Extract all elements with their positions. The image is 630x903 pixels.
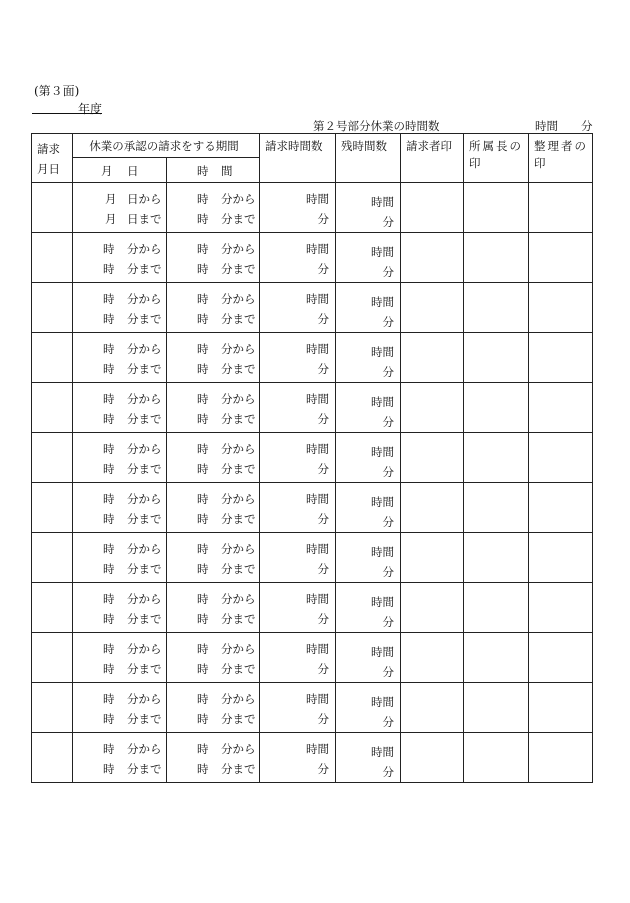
request-date-cell[interactable] (32, 183, 73, 233)
end-hour-label: 時 (197, 762, 209, 776)
start-minute-label: 分から (221, 442, 256, 456)
request-date-cell[interactable] (32, 483, 73, 533)
request-hours-cell[interactable] (260, 533, 336, 583)
request-hours-unit: 時間 (306, 742, 329, 756)
request-hours-unit: 時間 (306, 692, 329, 706)
time-range-cell[interactable] (167, 633, 260, 683)
administrator-seal-cell[interactable] (529, 533, 593, 583)
remaining-hours-cell[interactable] (336, 333, 401, 383)
remaining-minutes-unit: 分 (382, 415, 394, 429)
start-minute-label: 分から (221, 742, 256, 756)
date-range-cell[interactable] (73, 283, 167, 333)
end-month-label: 月 (105, 212, 117, 226)
date-range-cell[interactable] (73, 683, 167, 733)
remaining-minutes-unit: 分 (382, 715, 394, 729)
start-minute-label: 分から (221, 342, 256, 356)
requester-seal-cell[interactable] (401, 733, 464, 783)
summary-hours-label: 時間 (535, 119, 558, 133)
requester-seal-cell[interactable] (401, 483, 464, 533)
remaining-minutes-unit: 分 (382, 465, 394, 479)
start-hour-label: 時 (103, 492, 115, 506)
end-hour-label: 時 (197, 512, 209, 526)
end-minute-label: 分まで (221, 612, 256, 626)
start-hour-label: 時 (103, 242, 115, 256)
remaining-hours-unit: 時間 (371, 645, 394, 659)
start-minute-label: 分から (221, 392, 256, 406)
summary-minutes-label: 分 (581, 119, 593, 133)
start-minute-label: 分から (127, 292, 162, 306)
end-minute-label: 分まで (221, 462, 256, 476)
end-hour-label: 時 (197, 312, 209, 326)
remaining-minutes-unit: 分 (382, 265, 394, 279)
request-hours-unit: 時間 (306, 242, 329, 256)
remaining-minutes-unit: 分 (382, 615, 394, 629)
request-hours-unit: 時間 (306, 442, 329, 456)
request-minutes-unit: 分 (317, 312, 329, 326)
request-hours-cell[interactable] (260, 183, 336, 233)
table-row (32, 383, 593, 433)
end-hour-label: 時 (197, 362, 209, 376)
administrator-seal-cell[interactable] (529, 683, 593, 733)
administrator-seal-cell[interactable] (529, 433, 593, 483)
request-date-cell[interactable] (32, 333, 73, 383)
remaining-hours-cell[interactable] (336, 733, 401, 783)
fiscal-year-label: 年度 (78, 102, 103, 116)
request-date-cell[interactable] (32, 383, 73, 433)
director-seal-cell[interactable] (464, 183, 529, 233)
request-minutes-unit: 分 (317, 412, 329, 426)
end-minute-label: 分まで (127, 762, 162, 776)
time-range-cell[interactable] (167, 333, 260, 383)
request-hours-unit: 時間 (306, 192, 329, 206)
end-minute-label: 分まで (221, 262, 256, 276)
remaining-hours-cell[interactable] (336, 633, 401, 683)
start-hour-label: 時 (197, 242, 209, 256)
remaining-hours-cell[interactable] (336, 533, 401, 583)
end-minute-label: 分まで (127, 362, 162, 376)
header-director-seal: 所属長の印 (464, 134, 529, 183)
start-hour-label: 時 (103, 342, 115, 356)
end-hour-label: 時 (103, 312, 115, 326)
remaining-hours-unit: 時間 (371, 445, 394, 459)
header-period: 休業の承認の請求をする期間 (73, 134, 260, 158)
table-row (32, 183, 593, 233)
end-hour-label: 時 (197, 462, 209, 476)
start-hour-label: 時 (197, 692, 209, 706)
start-hour-label: 時 (197, 192, 209, 206)
fiscal-year-field[interactable] (32, 100, 102, 114)
start-hour-label: 時 (197, 342, 209, 356)
director-seal-cell[interactable] (464, 433, 529, 483)
remaining-hours-cell[interactable] (336, 183, 401, 233)
start-hour-label: 時 (197, 492, 209, 506)
end-hour-label: 時 (103, 262, 115, 276)
director-seal-cell[interactable] (464, 383, 529, 433)
director-seal-cell[interactable] (464, 733, 529, 783)
table-row (32, 683, 593, 733)
request-hours-cell[interactable] (260, 733, 336, 783)
time-range-cell[interactable] (167, 433, 260, 483)
start-minute-label: 分から (221, 242, 256, 256)
date-range-cell[interactable] (73, 233, 167, 283)
end-minute-label: 分まで (127, 512, 162, 526)
remaining-hours-cell[interactable] (336, 683, 401, 733)
request-date-cell[interactable] (32, 283, 73, 333)
end-hour-label: 時 (197, 712, 209, 726)
requester-seal-cell[interactable] (401, 583, 464, 633)
end-hour-label: 時 (103, 762, 115, 776)
table-row (32, 533, 593, 583)
request-hours-unit: 時間 (306, 392, 329, 406)
end-minute-label: 分まで (127, 462, 162, 476)
time-range-cell[interactable] (167, 383, 260, 433)
request-hours-cell[interactable] (260, 583, 336, 633)
end-minute-label: 分まで (127, 562, 162, 576)
request-hours-cell[interactable] (260, 633, 336, 683)
remaining-minutes-unit: 分 (382, 315, 394, 329)
start-hour-label: 時 (103, 692, 115, 706)
start-day-label: 日から (127, 192, 162, 206)
director-seal-cell[interactable] (464, 283, 529, 333)
remaining-hours-cell[interactable] (336, 483, 401, 533)
requester-seal-cell[interactable] (401, 233, 464, 283)
table-row (32, 633, 593, 683)
table-row (32, 433, 593, 483)
table-row (32, 733, 593, 783)
request-hours-cell[interactable] (260, 433, 336, 483)
start-minute-label: 分から (221, 492, 256, 506)
remaining-minutes-unit: 分 (382, 515, 394, 529)
start-minute-label: 分から (127, 642, 162, 656)
time-range-cell[interactable] (167, 733, 260, 783)
date-range-cell[interactable] (73, 183, 167, 233)
remaining-hours-cell[interactable] (336, 383, 401, 433)
end-hour-label: 時 (103, 662, 115, 676)
end-hour-label: 時 (103, 362, 115, 376)
remaining-hours-unit: 時間 (371, 695, 394, 709)
end-hour-label: 時 (103, 612, 115, 626)
table-row (32, 283, 593, 333)
request-minutes-unit: 分 (317, 612, 329, 626)
remaining-hours-cell[interactable] (336, 233, 401, 283)
administrator-seal-cell[interactable] (529, 233, 593, 283)
end-minute-label: 分まで (221, 362, 256, 376)
start-minute-label: 分から (221, 592, 256, 606)
start-minute-label: 分から (127, 592, 162, 606)
end-hour-label: 時 (103, 712, 115, 726)
end-minute-label: 分まで (221, 562, 256, 576)
director-seal-cell[interactable] (464, 533, 529, 583)
start-hour-label: 時 (197, 742, 209, 756)
leave-record-table (31, 133, 593, 783)
time-range-cell[interactable] (167, 483, 260, 533)
start-hour-label: 時 (197, 642, 209, 656)
remaining-hours-unit: 時間 (371, 495, 394, 509)
end-minute-label: 分まで (127, 412, 162, 426)
remaining-hours-cell[interactable] (336, 433, 401, 483)
requester-seal-cell[interactable] (401, 333, 464, 383)
administrator-seal-cell[interactable] (529, 483, 593, 533)
start-hour-label: 時 (103, 442, 115, 456)
start-hour-label: 時 (197, 542, 209, 556)
end-minute-label: 分まで (221, 212, 256, 226)
start-minute-label: 分から (221, 692, 256, 706)
date-range-cell[interactable] (73, 483, 167, 533)
end-hour-label: 時 (197, 662, 209, 676)
time-range-cell[interactable] (167, 683, 260, 733)
request-hours-unit: 時間 (306, 542, 329, 556)
start-hour-label: 時 (197, 592, 209, 606)
start-hour-label: 時 (103, 542, 115, 556)
end-hour-label: 時 (103, 412, 115, 426)
start-hour-label: 時 (103, 742, 115, 756)
request-minutes-unit: 分 (317, 562, 329, 576)
remaining-hours-unit: 時間 (371, 345, 394, 359)
start-hour-label: 時 (197, 442, 209, 456)
remaining-hours-unit: 時間 (371, 545, 394, 559)
end-hour-label: 時 (197, 612, 209, 626)
start-minute-label: 分から (221, 642, 256, 656)
requester-seal-cell[interactable] (401, 533, 464, 583)
table-row (32, 483, 593, 533)
end-hour-label: 時 (103, 512, 115, 526)
start-minute-label: 分から (127, 492, 162, 506)
request-hours-cell[interactable] (260, 233, 336, 283)
requester-seal-cell[interactable] (401, 183, 464, 233)
requester-seal-cell[interactable] (401, 433, 464, 483)
request-date-cell[interactable] (32, 533, 73, 583)
remaining-hours-cell[interactable] (336, 283, 401, 333)
request-date-cell[interactable] (32, 733, 73, 783)
start-hour-label: 時 (103, 642, 115, 656)
start-hour-label: 時 (103, 292, 115, 306)
end-hour-label: 時 (103, 462, 115, 476)
request-hours-unit: 時間 (306, 292, 329, 306)
requester-seal-cell[interactable] (401, 283, 464, 333)
request-date-cell[interactable] (32, 583, 73, 633)
director-seal-cell[interactable] (464, 683, 529, 733)
end-hour-label: 時 (197, 212, 209, 226)
end-minute-label: 分まで (221, 662, 256, 676)
header-requester-seal: 請求者印 (401, 134, 464, 183)
start-minute-label: 分から (127, 442, 162, 456)
remaining-hours-unit: 時間 (371, 195, 394, 209)
administrator-seal-cell[interactable] (529, 183, 593, 233)
end-minute-label: 分まで (221, 512, 256, 526)
date-range-cell[interactable] (73, 633, 167, 683)
director-seal-cell[interactable] (464, 233, 529, 283)
request-date-cell[interactable] (32, 633, 73, 683)
end-minute-label: 分まで (127, 312, 162, 326)
administrator-seal-cell[interactable] (529, 583, 593, 633)
request-date-cell[interactable] (32, 433, 73, 483)
end-minute-label: 分まで (127, 612, 162, 626)
end-hour-label: 時 (103, 562, 115, 576)
remaining-hours-cell[interactable] (336, 583, 401, 633)
request-hours-cell[interactable] (260, 333, 336, 383)
end-minute-label: 分まで (127, 262, 162, 276)
start-minute-label: 分から (221, 192, 256, 206)
end-day-label: 日まで (127, 212, 162, 226)
remaining-hours-unit: 時間 (371, 595, 394, 609)
end-hour-label: 時 (197, 262, 209, 276)
page-label: (第３面) (34, 84, 80, 98)
request-date-cell[interactable] (32, 683, 73, 733)
start-minute-label: 分から (127, 742, 162, 756)
summary-title: 第２号部分休業の時間数 (313, 119, 440, 133)
remaining-minutes-unit: 分 (382, 765, 394, 779)
time-range-cell[interactable] (167, 183, 260, 233)
request-date-cell[interactable] (32, 233, 73, 283)
remaining-minutes-unit: 分 (382, 565, 394, 579)
end-minute-label: 分まで (221, 762, 256, 776)
date-range-cell[interactable] (73, 433, 167, 483)
start-hour-label: 時 (103, 392, 115, 406)
request-minutes-unit: 分 (317, 662, 329, 676)
header-request-hours: 請求時間数 (260, 134, 336, 183)
remaining-minutes-unit: 分 (382, 665, 394, 679)
table-row (32, 333, 593, 383)
header-remaining-hours: 残時間数 (336, 134, 401, 183)
remaining-hours-unit: 時間 (371, 745, 394, 759)
request-minutes-unit: 分 (317, 762, 329, 776)
request-hours-cell[interactable] (260, 483, 336, 533)
requester-seal-cell[interactable] (401, 633, 464, 683)
request-hours-unit: 時間 (306, 642, 329, 656)
request-minutes-unit: 分 (317, 212, 329, 226)
end-minute-label: 分まで (221, 712, 256, 726)
administrator-seal-cell[interactable] (529, 383, 593, 433)
date-range-cell[interactable] (73, 733, 167, 783)
header-request-date: 請求月日 (32, 134, 73, 183)
end-minute-label: 分まで (127, 662, 162, 676)
start-minute-label: 分から (221, 292, 256, 306)
start-minute-label: 分から (221, 542, 256, 556)
start-minute-label: 分から (127, 242, 162, 256)
remaining-hours-unit: 時間 (371, 395, 394, 409)
end-minute-label: 分まで (127, 712, 162, 726)
table-row (32, 583, 593, 633)
request-hours-cell[interactable] (260, 283, 336, 333)
request-hours-unit: 時間 (306, 592, 329, 606)
date-range-cell[interactable] (73, 333, 167, 383)
start-hour-label: 時 (103, 592, 115, 606)
request-minutes-unit: 分 (317, 462, 329, 476)
header-month-day: 月 日 (73, 158, 167, 183)
administrator-seal-cell[interactable] (529, 733, 593, 783)
remaining-hours-unit: 時間 (371, 245, 394, 259)
request-minutes-unit: 分 (317, 262, 329, 276)
request-minutes-unit: 分 (317, 712, 329, 726)
start-minute-label: 分から (127, 392, 162, 406)
request-hours-unit: 時間 (306, 492, 329, 506)
request-hours-cell[interactable] (260, 383, 336, 433)
director-seal-cell[interactable] (464, 583, 529, 633)
date-range-cell[interactable] (73, 383, 167, 433)
start-minute-label: 分から (127, 542, 162, 556)
end-minute-label: 分まで (221, 412, 256, 426)
director-seal-cell[interactable] (464, 483, 529, 533)
time-range-cell[interactable] (167, 233, 260, 283)
start-hour-label: 時 (197, 292, 209, 306)
administrator-seal-cell[interactable] (529, 333, 593, 383)
request-hours-unit: 時間 (306, 342, 329, 356)
end-minute-label: 分まで (221, 312, 256, 326)
date-range-cell[interactable] (73, 583, 167, 633)
time-range-cell[interactable] (167, 583, 260, 633)
end-hour-label: 時 (197, 562, 209, 576)
administrator-seal-cell[interactable] (529, 283, 593, 333)
remaining-minutes-unit: 分 (382, 365, 394, 379)
remaining-minutes-unit: 分 (382, 215, 394, 229)
remaining-hours-unit: 時間 (371, 295, 394, 309)
requester-seal-cell[interactable] (401, 683, 464, 733)
end-hour-label: 時 (197, 412, 209, 426)
request-minutes-unit: 分 (317, 512, 329, 526)
director-seal-cell[interactable] (464, 633, 529, 683)
administrator-seal-cell[interactable] (529, 633, 593, 683)
table-row (32, 233, 593, 283)
time-range-cell[interactable] (167, 283, 260, 333)
header-time: 時 間 (167, 158, 260, 183)
start-month-label: 月 (105, 192, 117, 206)
request-minutes-unit: 分 (317, 362, 329, 376)
header-administrator-seal: 整理者の印 (529, 134, 593, 183)
time-range-cell[interactable] (167, 533, 260, 583)
start-minute-label: 分から (127, 342, 162, 356)
start-hour-label: 時 (197, 392, 209, 406)
start-minute-label: 分から (127, 692, 162, 706)
date-range-cell[interactable] (73, 533, 167, 583)
director-seal-cell[interactable] (464, 333, 529, 383)
request-hours-cell[interactable] (260, 683, 336, 733)
requester-seal-cell[interactable] (401, 383, 464, 433)
